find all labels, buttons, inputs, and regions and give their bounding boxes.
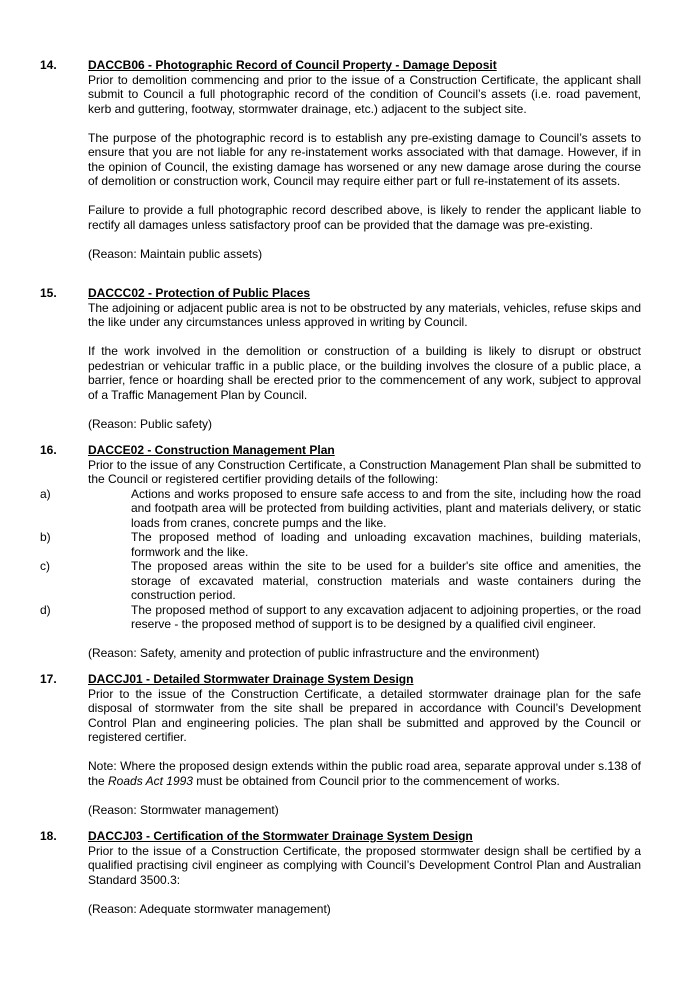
note-text — [88, 759, 641, 788]
condition-title: DACCE02 - Construction Management Plan — [88, 443, 335, 457]
list-item-label: b) — [40, 530, 51, 544]
paragraph: The adjoining or adjacent public area is not to be obstructed by any materials, vehicles, refuse skips and the like under any circumstances unless approved in writing by Council. — [88, 300, 641, 329]
condition-title: DACCC02 - Protection of Public Places — [88, 286, 311, 300]
reason-text: (Reason: Adequate stormwater management) — [88, 901, 331, 916]
paragraph: Prior to the issue of the Construction Certificate, a detailed stormwater drainage plan for the safe disposal of stormwater from the site shall be prepared in accordance with Council’s Development Control Plan and engineering policies. The plan shall be submitted and approved by the Council or registered certifier. — [88, 686, 641, 744]
paragraph: Failure to provide a full photographic record described above, is likely to render the applicant liable to rectify all damages unless satisfactory proof can be provided that the damage was pre-existing. — [88, 203, 641, 232]
reason-text: (Reason: Safety, amenity and protection of public infrastructure and the environment) — [88, 646, 540, 660]
reason-text: (Reason: Stormwater management) — [88, 802, 279, 817]
condition-number: 15. — [40, 286, 57, 300]
list-item-label: a) — [40, 486, 51, 501]
paragraph: Prior to the issue of a Construction Certificate, the proposed stormwater design shall be certified by a qualified practising civil engineer as complying with Council’s Development Control Plan and Australian Standard 3500.3: — [88, 843, 641, 887]
condition-number: 18. — [40, 829, 57, 843]
paragraph: If the work involved in the demolition or construction of a building is likely to disrupt or obstruct pedestrian or vehicular traffic in a public place, or the building involves the closure of a public place, a barrier, fence or hoarding shall be erected prior to the commencement of any work, subject to approval of a Traffic Management Plan by Council. — [88, 344, 641, 402]
condition-number: 14. — [40, 58, 57, 72]
list-item — [40, 559, 641, 603]
note-text-part: Note: Where the proposed design extends within the public road area, separate approval under s.138 of the — [88, 759, 641, 788]
list-item-text: The proposed areas within the site to be used for a builder's site office and amenities, the storage of excavated material, construction materials and waste containers during the construction period. — [131, 559, 641, 602]
condition-title: DACCJ01 - Detailed Stormwater Drainage System Design — [88, 672, 414, 686]
condition-number: 16. — [40, 443, 57, 457]
condition-title: DACCJ03 - Certification of the Stormwater Drainage System Design — [88, 829, 473, 843]
reason-text: (Reason: Public safety) — [88, 416, 213, 431]
list-item-text: Actions and works proposed to ensure safe access to and from the site, including how the road and footpath area will be protected from building activities, plant and materials delivery, or static loads from cranes, concrete pumps and the like. — [131, 486, 641, 530]
list-item — [40, 487, 641, 531]
note-text-italic: Roads Act 1993 — [108, 773, 193, 788]
list-item-text: The proposed method of loading and unloading excavation machines, building materials, formwork and the like. — [131, 530, 641, 559]
list-item — [40, 603, 641, 632]
condition-title: DACCB06 - Photographic Record of Council Property - Damage Deposit — [88, 58, 497, 72]
reason-text: (Reason: Maintain public assets) — [88, 246, 263, 261]
list-item-label: d) — [40, 602, 51, 617]
condition-number: 17. — [40, 672, 57, 686]
paragraph: The purpose of the photographic record is to establish any pre-existing damage to Council’s assets to ensure that you are not liable for any re-instatement works associated with that damage. However, if in the opinion of Council, the existing damage has worsened or any new damage arose during the course of demolition or construction work, Council may require either part or full re-instatement of its assets. — [88, 130, 641, 188]
note-text-part: must be obtained from Council prior to the commencement of works. — [192, 773, 560, 788]
list-item — [40, 530, 641, 559]
list-item-label: c) — [40, 559, 50, 573]
paragraph: Prior to the issue of any Construction Certificate, a Construction Management Plan shall be submitted to the Council or registered certifier providing details of the following: — [88, 457, 641, 486]
paragraph: Prior to demolition commencing and prior to the issue of a Construction Certificate, the applicant shall submit to Council a full photographic record of the condition of Council’s assets (i.e. road pavement, kerb and guttering, footway, stormwater drainage, etc.) adjacent to the subject site. — [88, 72, 641, 116]
list-item-text: The proposed method of support to any excavation adjacent to adjoining properties, or the road reserve - the proposed method of support is to be designed by a qualified civil engineer. — [131, 602, 641, 631]
